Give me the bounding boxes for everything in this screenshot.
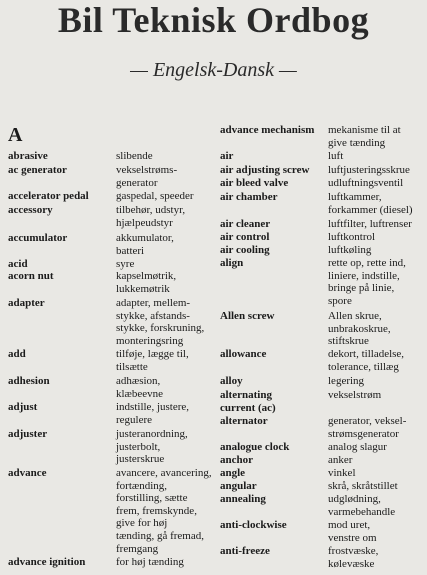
entry-translation: legering (328, 375, 365, 387)
entry-translation: for høj tænding (116, 556, 184, 568)
entry-translation: justeranordning, justerbolt, justerskrue (116, 428, 188, 466)
entry-translation: avancere, avancering, fortænding, forstilling, sætte frem, fremskynde, give for høj tænding, gå fremad, fremgang (116, 467, 212, 555)
entry-term: air control (220, 231, 270, 243)
entry-term: adhesion (8, 375, 50, 387)
entry-translation: tilbehør, udstyr, hjælpeudstyr (116, 204, 186, 229)
entry-translation: udglødning, varmebehandle (328, 493, 396, 518)
entry-translation: indstille, justere, regulere (116, 401, 190, 426)
entry-translation: analog slagur (328, 441, 387, 453)
entry-term: alternating current (ac) (220, 389, 276, 414)
entry-term: air adjusting screw (220, 164, 310, 176)
entry-translation: adapter, mellem- stykke, afstands- stykke, forskruning, monteringsring (116, 297, 205, 347)
entry-translation: mod uret, venstre om (328, 519, 377, 544)
entry-term: air (220, 150, 234, 162)
entry-translation: luftfilter, luftrenser (328, 218, 412, 230)
entry-translation: kapselmøtrik, lukkemøtrik (116, 270, 177, 295)
entry-term: abrasive (8, 150, 48, 162)
entry-translation: frostvæske, kølevæske (328, 545, 379, 570)
section-letter: A (8, 124, 23, 146)
entry-term: air cleaner (220, 218, 271, 230)
entry-term: align (220, 257, 244, 269)
entry-term: accumulator (8, 232, 68, 244)
entry-term: anchor (220, 454, 253, 466)
entry-translation: udluftningsventil (328, 177, 404, 189)
entry-translation: vekselstrøm (328, 389, 382, 401)
entry-translation: Allen skrue, unbrakoskrue, stiftskrue (328, 310, 391, 348)
entry-term: annealing (220, 493, 266, 505)
page-title: Bil Teknisk Ordbog (57, 0, 370, 40)
entry-term: accelerator pedal (8, 190, 89, 202)
entry-translation: skrå, skråtstillet (328, 480, 398, 492)
entry-term: angle (220, 467, 246, 479)
entry-term: add (8, 348, 26, 360)
entry-translation: luftjusteringsskrue (328, 164, 410, 176)
entry-translation: vinkel (328, 467, 356, 479)
entry-term: acorn nut (8, 270, 54, 282)
entry-translation: luftkøling (328, 244, 372, 256)
entry-term: alloy (220, 375, 243, 387)
entry-term: alternator (220, 415, 268, 427)
entry-translation: gaspedal, speeder (116, 190, 194, 202)
entry-term: air bleed valve (220, 177, 289, 189)
entry-term: accessory (8, 204, 53, 216)
entry-translation: mekanisme til at give tænding (328, 124, 401, 149)
entry-term: analogue clock (220, 441, 290, 453)
entry-translation: dekort, tilladelse, tolerance, tillæg (328, 348, 405, 373)
entry-term: air cooling (220, 244, 270, 256)
entry-term: advance mechanism (220, 124, 315, 136)
entry-term: adjust (8, 401, 38, 413)
entry-translation: syre (116, 258, 135, 270)
entry-term: air chamber (220, 191, 278, 203)
entry-term: adjuster (8, 428, 48, 440)
entry-term: allowance (220, 348, 267, 360)
entry-translation: luftkammer, forkammer (diesel) (328, 191, 413, 216)
entry-translation: anker (328, 454, 353, 466)
entry-translation: luft (328, 150, 344, 162)
entry-term: anti-clockwise (220, 519, 287, 531)
entry-translation: slibende (116, 150, 153, 162)
entry-translation: rette op, rette ind, liniere, indstille, bringe på linie, spore (328, 257, 406, 307)
entry-translation: akkumulator, batteri (116, 232, 174, 257)
entry-term: ac generator (8, 164, 67, 176)
entry-translation: tilføje, lægge til, tilsætte (116, 348, 189, 373)
entry-term: acid (8, 258, 28, 270)
entry-term: advance ignition (8, 556, 86, 568)
entry-translation: generator, veksel- strømsgenerator (328, 415, 407, 440)
entry-translation: adhæsion, klæbeevne (116, 375, 164, 400)
entry-term: angular (220, 480, 257, 492)
entry-translation: luftkontrol (328, 231, 376, 243)
entry-term: advance (8, 467, 47, 479)
entry-translation: vekselstrøms- generator (116, 164, 178, 189)
entry-term: Allen screw (220, 310, 275, 322)
page-subtitle: — Engelsk-Dansk — (130, 59, 297, 81)
entry-term: adapter (8, 297, 45, 309)
entry-term: anti-freeze (220, 545, 270, 557)
